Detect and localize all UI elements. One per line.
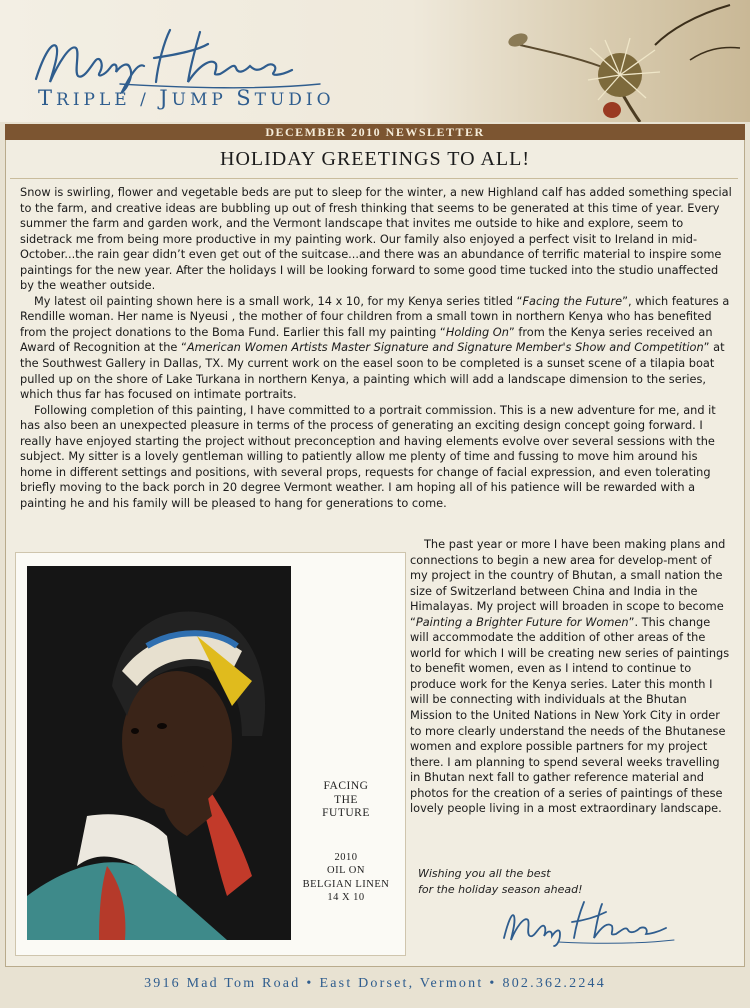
paragraph: My latest oil painting shown here is a small work, 14 x 10, for my Kenya series titled “Facing the Future”, which features a Rendille woman. Her name is Nyeusi , the mother of four children from a small town in northern Kenya who has benefited from the project donations to the Boma Fund. Earlier this fall my painting “Holding On” from the Kenya series received an Award of Recognition at the “American Women Artists Master Signature and Signature Member's Show and Competition” at the Southwest Gallery in Dallas, TX. My current work on the easel soon to be completed is a sunset scene of a tilapia boat pulled up on the shore of Lake Turkana in northern Kenya, a painting which will add a landscape dimension to the series, which thus far has focused on intimate portraits. <box>20 293 730 402</box>
phone: 802.362.2244 <box>502 976 606 991</box>
dried-flower-image <box>470 0 750 122</box>
paragraph: Following completion of this painting, I have committed to a portrait commission. This is a new adventure for me, and it has also been an unexpected pleasure in terms of the process of generating an exciting design concept going forward. I really have enjoyed starting the project without preconception and having elements evolve over several sessions with the subject. My sitter is a lovely gentleman willing to patiently allow me plenty of time and fussing to move him around his home in different settings and positions, with several props, requests for change of facial expression, and even tolerating briefly moving to the back porch in 20 degree Vermont weather. I am hoping all of his patience will be rewarded with a painting he and his family will be pleased to hang for generations to come. <box>20 402 716 510</box>
divider <box>10 178 738 179</box>
town: East Dorset, Vermont <box>319 976 484 991</box>
main-text <box>20 185 732 511</box>
paragraph: The past year or more I have been making plans and connections to begin a new area for develop-ment of my project in the country of Bhutan, a small nation the size of Switzerland between China and India in the Himalayas. My project will broaden in scope to become “Painting a Brighter Future for Women”. This change will accommodate the addition of other areas of the world for which I will be creating new series of paintings to benefit women, even as I intend to continue to produce work for the Kenya series. Later this month I will be connecting with individuals at the Bhutan Mission to the United Nations in New York City in order to more clearly understand the needs of the Bhutanese women and explore possible partners for my project there. I am planning to spend several weeks travelling in Bhutan next fall to gather reference material and photos for the creation of a series of paintings of these lovely people living in a most extraordinary landscape. <box>410 537 730 816</box>
signature-small <box>498 898 678 948</box>
bhutan-text <box>410 537 732 817</box>
newsletter-header <box>0 0 750 122</box>
painting-title: FACING THE FUTURE <box>322 780 370 819</box>
paragraph: Snow is swirling, flower and vegetable beds are put to sleep for the winter, a new Highland calf has added something special to the farm, and creative ideas are bubbling up out of fresh thinking that seems to be generated at this time of year. Every summer the farm and garden work, and the Vermont landscape that invites me outside to hike and explore, seem to sidetrack me from being more productive in my painting work. Our family also enjoyed a perfect visit to Ireland in mid-October...the rain gear didn’t even get out of the suitcase...and there was an abundance of terrific material to inspire some paintings for the new year. After the holidays I will be looking forward to some good time tucked into the studio unaffected by the weather outside. <box>20 185 732 293</box>
painting-medium: 2010 OIL ON BELGIAN LINEN 14 X 10 <box>302 851 390 903</box>
closing-wish: Wishing you all the best for the holiday season ahead! <box>418 867 583 896</box>
address: 3916 Mad Tom Road <box>144 976 301 991</box>
nancy-howe-signature <box>30 24 330 94</box>
newsletter-date-band: DECEMBER 2010 NEWSLETTER <box>5 124 745 140</box>
page-title: HOLIDAY GREETINGS TO ALL! <box>220 148 530 170</box>
painting-image <box>27 566 291 940</box>
studio-name: TRIPLE / JUMP STUDIO <box>38 86 335 110</box>
contact-footer: 3916 Mad Tom Road • East Dorset, Vermont • 802.362.2244 <box>144 976 606 991</box>
painting-caption <box>294 780 398 905</box>
